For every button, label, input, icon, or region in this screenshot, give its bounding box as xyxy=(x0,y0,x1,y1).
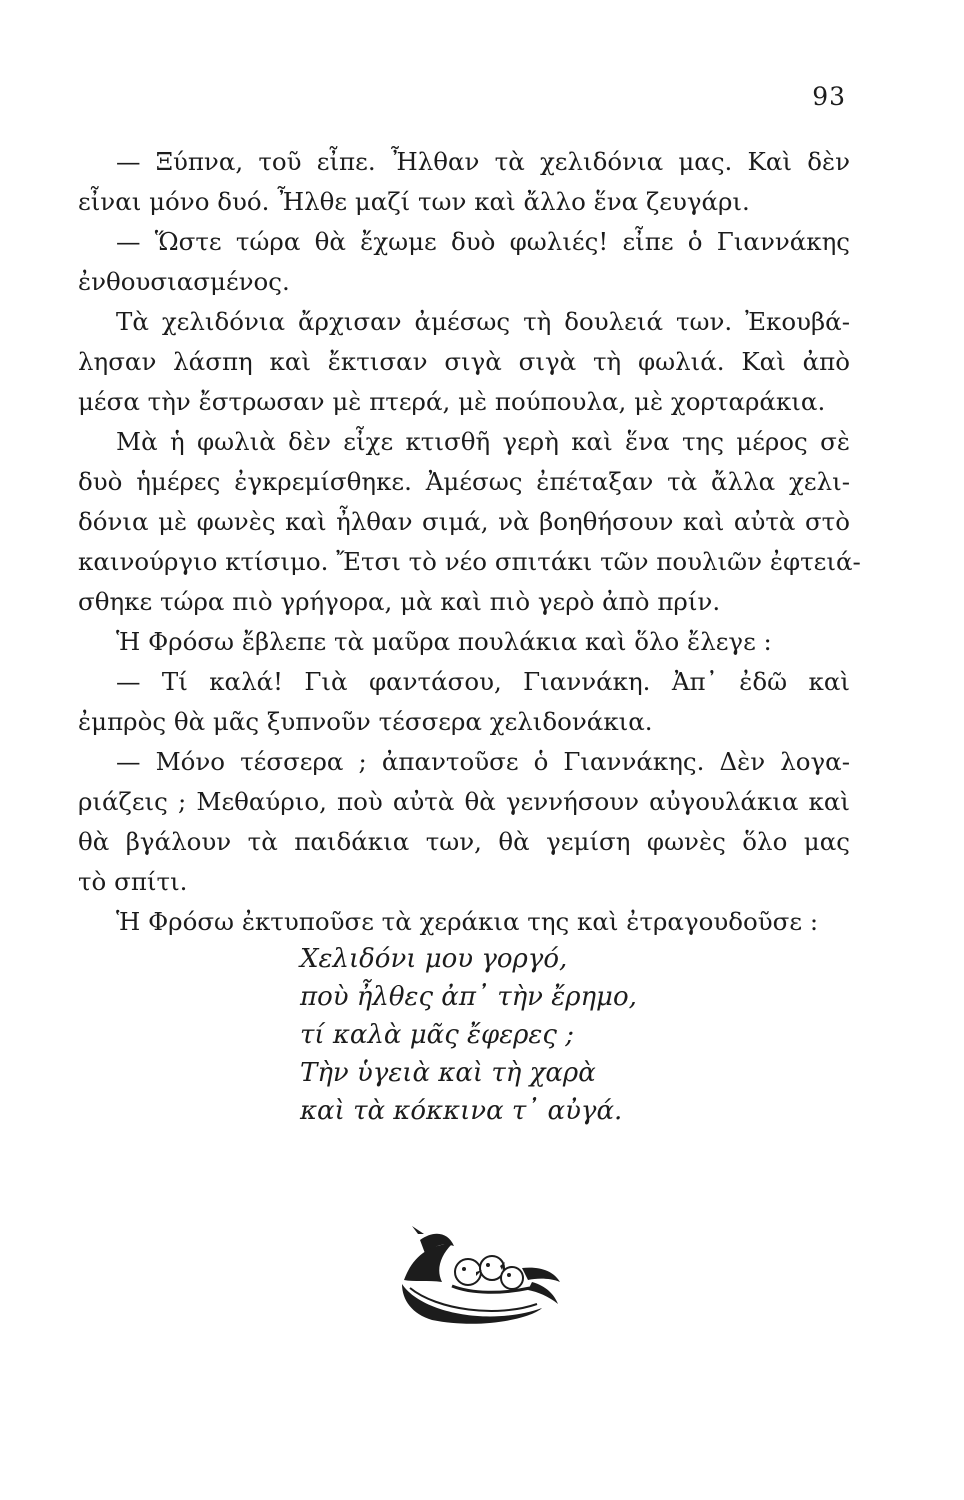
swallow-nest-icon xyxy=(382,1222,562,1332)
poem-line: ποὺ ἦλθες ἀπ᾽ τὴν ἔρημο, xyxy=(300,982,637,1012)
prose-line: ἐμπρὸς θὰ μᾶς ξυπνοῦν τέσσερα χελιδονάκια. xyxy=(78,707,653,736)
poem-stanza xyxy=(300,940,637,1130)
prose-line: — Μόνο τέσσερα ; ἀπαντοῦσε ὁ Γιαννάκης. Δὲν λογα- xyxy=(116,747,850,776)
prose-line: — Ξύπνα, τοῦ εἶπε. Ἦλθαν τὰ χελιδόνια μας. Καὶ δὲν xyxy=(116,147,850,176)
prose-line: δόνια μὲ φωνὲς καὶ ἦλθαν σιμά, νὰ βοηθήσουν καὶ αὐτὰ στὸ xyxy=(78,507,850,536)
page-number: 93 xyxy=(812,82,846,111)
prose-line: μέσα τὴν ἔστρωσαν μὲ πτερά, μὲ πούπουλα, μὲ χορταράκια. xyxy=(78,387,826,416)
prose-line: Τὰ χελιδόνια ἄρχισαν ἀμέσως τὴ δουλειά των. Ἐκουβά- xyxy=(116,307,850,336)
prose-line: καινούργιο κτίσιμο. Ἔτσι τὸ νέο σπιτάκι τῶν πουλιῶν ἐφτειά- xyxy=(78,547,861,576)
prose-line: τὸ σπίτι. xyxy=(78,867,188,896)
poem-line: Τὴν ὑγειὰ καὶ τὴ χαρὰ xyxy=(300,1058,596,1088)
prose-line: — Ὥστε τώρα θὰ ἔχωμε δυὸ φωλιές! εἶπε ὁ Γιαννάκης xyxy=(116,227,850,256)
prose-line: δυὸ ἡμέρες ἐγκρεμίσθηκε. Ἀμέσως ἐπέταξαν τὰ ἄλλα χελι- xyxy=(78,467,850,496)
prose-line: λησαν λάσπη καὶ ἔκτισαν σιγὰ σιγὰ τὴ φωλιά. Καὶ ἀπὸ xyxy=(78,347,850,376)
prose-line: Ἡ Φρόσω ἔβλεπε τὰ μαῦρα πουλάκια καὶ ὅλο ἔλεγε : xyxy=(116,627,772,656)
poem-line: καὶ τὰ κόκκινα τ᾽ αὐγά. xyxy=(300,1096,623,1126)
prose-line: ἐνθουσιασμένος. xyxy=(78,267,290,296)
prose-line: ριάζεις ; Μεθαύριο, ποὺ αὐτὰ θὰ γεννήσουν αὐγουλάκια καὶ xyxy=(78,787,850,816)
prose-line: εἶναι μόνο δυό. Ἦλθε μαζί των καὶ ἄλλο ἕνα ζευγάρι. xyxy=(78,187,750,216)
poem-line: Χελιδόνι μου γοργό, xyxy=(300,944,568,974)
poem-line: τί καλὰ μᾶς ἔφερες ; xyxy=(300,1020,574,1050)
prose-line: — Τί καλά! Γιὰ φαντάσου, Γιαννάκη. Ἀπ᾽ ἐδῶ καὶ xyxy=(116,667,850,696)
prose-line: Μὰ ἡ φωλιὰ δὲν εἶχε κτισθῆ γερὴ καὶ ἕνα της μέρος σὲ xyxy=(116,427,850,456)
prose-body xyxy=(78,142,861,942)
prose-line: Ἡ Φρόσω ἐκτυποῦσε τὰ χεράκια της καὶ ἐτραγουδοῦσε : xyxy=(116,907,819,936)
prose-line: σθηκε τώρα πιὸ γρήγορα, μὰ καὶ πιὸ γερὸ ἀπὸ πρίν. xyxy=(78,587,721,616)
prose-line: θὰ βγάλουν τὰ παιδάκια των, θὰ γεμίση φωνὲς ὅλο μας xyxy=(78,827,850,856)
